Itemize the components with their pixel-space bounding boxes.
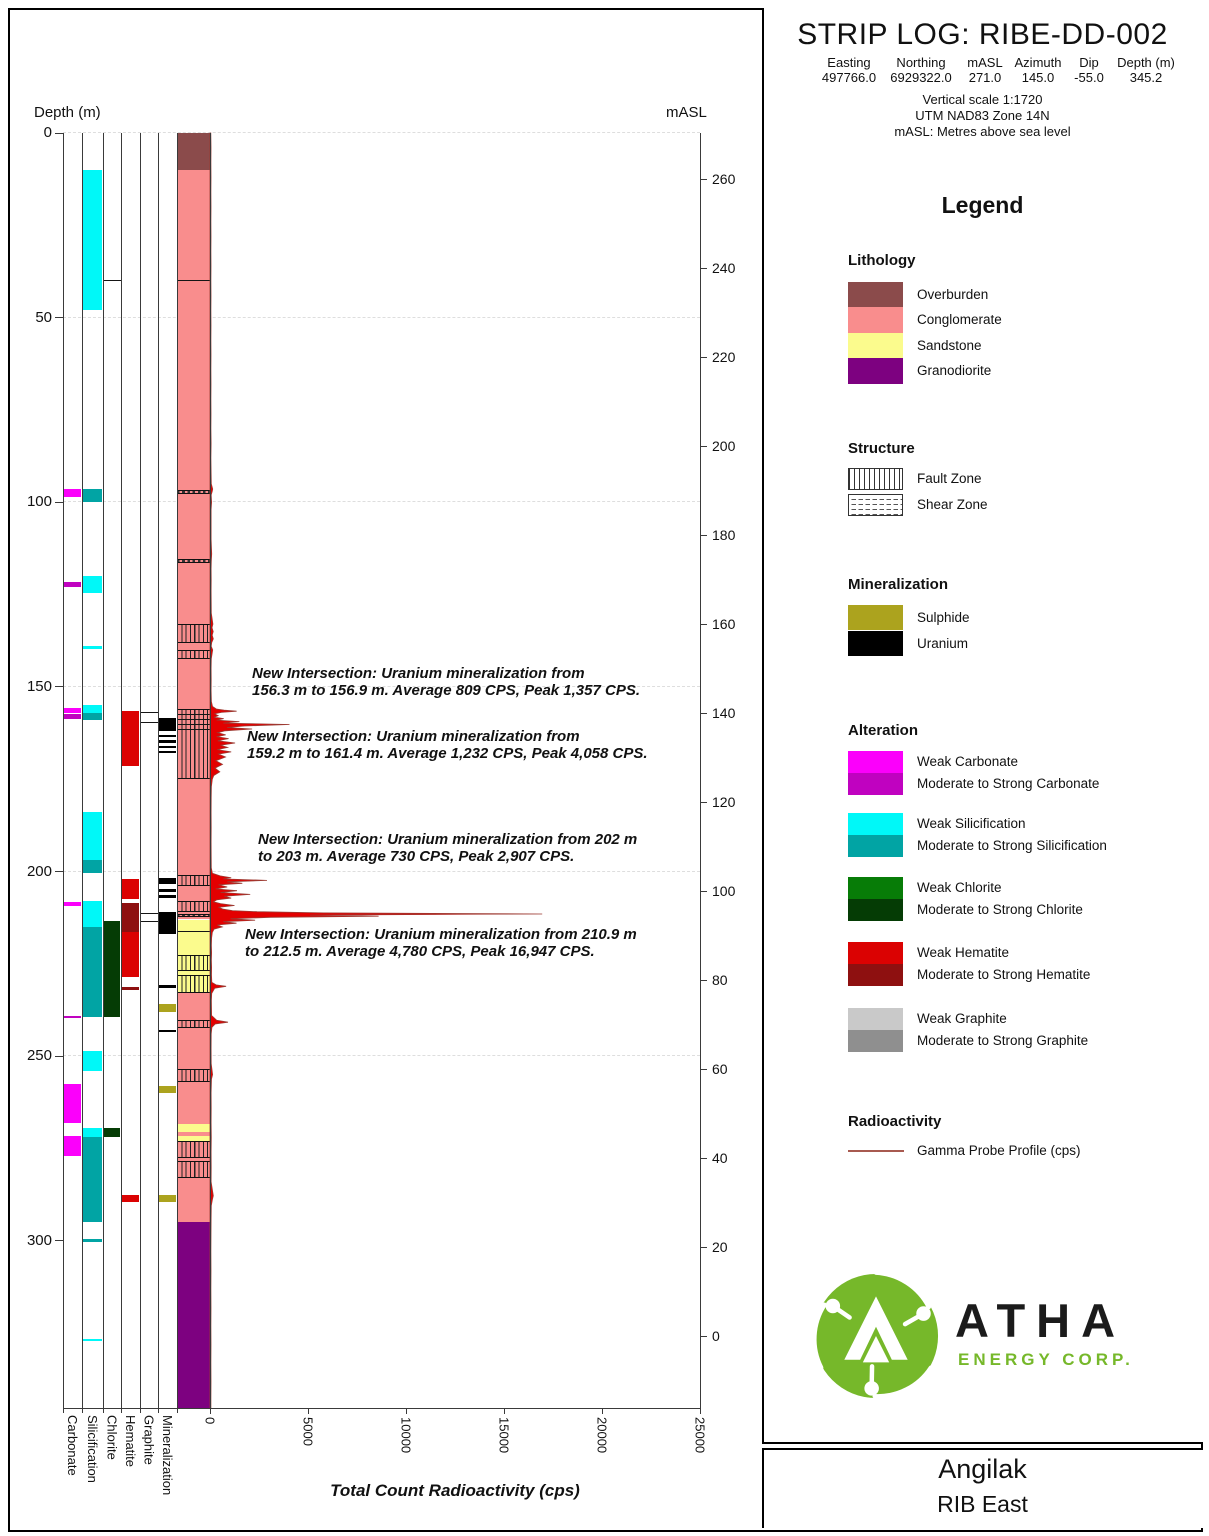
column-border — [210, 133, 211, 1408]
interval-mineralization-uranium — [159, 718, 176, 732]
gamma-tick — [504, 1408, 505, 1414]
track-label-hematite: Hematite — [123, 1414, 138, 1467]
masl-tick — [700, 1247, 707, 1248]
annotation-line: 156.3 m to 156.9 m. Average 809 CPS, Peak 1,357 CPS. — [252, 681, 641, 699]
legend-title: Legend — [941, 192, 1024, 218]
interval-silicification-strong — [83, 489, 102, 502]
legend-swatch-weak-silicification — [848, 813, 903, 835]
masl-tick — [700, 1158, 707, 1159]
intersection-annotation-1 — [252, 666, 640, 700]
gamma-tick — [406, 1408, 407, 1414]
legend-label-weak-chlorite: Weak Chlorite — [917, 880, 1002, 895]
column-border — [103, 133, 104, 1408]
column-border — [140, 133, 141, 1408]
legend-label-strong-chlorite: Moderate to Strong Chlorite — [917, 902, 1083, 917]
interval-chlorite-strong — [104, 921, 120, 1017]
masl-tick-label: 40 — [712, 1150, 728, 1166]
header-field-azimuth — [1015, 55, 1062, 85]
structure-fault-zone — [177, 1069, 210, 1082]
project-area: RIB East — [937, 1491, 1028, 1517]
project-name: Angilak — [938, 1454, 1027, 1484]
header-field-dip — [1074, 55, 1104, 85]
lithology-sandstone — [177, 1124, 210, 1131]
masl-tick-label: 20 — [712, 1239, 728, 1255]
interval-carbonate-weak — [64, 489, 81, 496]
column-border — [63, 133, 64, 1408]
interval-hematite-weak — [122, 711, 139, 766]
masl-axis-title: mASL — [666, 104, 707, 121]
field-label: Dip — [1079, 55, 1099, 70]
interval-hematite-strong — [122, 903, 139, 933]
annotation-line: 159.2 m to 161.4 m. Average 1,232 CPS, Peak 4,058 CPS. — [247, 744, 648, 762]
interval-mineralization-uranium — [159, 740, 176, 742]
column-stub — [210, 1408, 211, 1413]
intersection-annotation-3 — [258, 832, 637, 866]
column-border — [82, 133, 83, 1408]
depth-tick-label: 250 — [26, 1047, 52, 1065]
masl-tick-label: 240 — [712, 260, 736, 276]
interval-silicification-weak — [83, 1339, 102, 1342]
boundary-line — [177, 729, 210, 730]
track-label-chlorite: Chlorite — [104, 1414, 120, 1460]
masl-tick-label: 0 — [712, 1328, 720, 1344]
depth-tick-label: 200 — [26, 862, 52, 880]
masl-tick — [700, 624, 707, 625]
interval-silicification-weak — [83, 1051, 102, 1071]
boundary-line — [140, 712, 158, 713]
legend-label-fault: Fault Zone — [917, 471, 982, 486]
gamma-probe-profile — [210, 133, 700, 1408]
legend-label-strong-graphite: Moderate to Strong Graphite — [917, 1033, 1089, 1048]
boundary-line — [177, 931, 210, 932]
interval-silicification-weak — [83, 812, 102, 860]
interval-mineralization-uranium — [159, 746, 176, 748]
interval-mineralization-uranium — [159, 889, 176, 892]
boundary-line — [177, 280, 210, 281]
boundary-line — [103, 280, 121, 281]
depth-tick — [55, 317, 63, 318]
depth-tick — [55, 686, 63, 687]
masl-tick — [700, 891, 707, 892]
interval-carbonate-weak — [64, 902, 81, 906]
legend-label-strong-carbonate: Moderate to Strong Carbonate — [917, 776, 1100, 791]
gamma-tick-label: 25000 — [692, 1416, 708, 1453]
legend-swatch-granodiorite — [848, 358, 903, 383]
masl-tick — [700, 1336, 707, 1337]
interval-silicification-weak — [83, 901, 102, 927]
interval-chlorite-strong — [104, 1128, 120, 1137]
annotation-line: New Intersection: Uranium mineralization from 202 m — [258, 831, 638, 848]
header-field-easting — [822, 55, 876, 85]
legend-swatch-weak-carbonate — [848, 751, 903, 773]
legend-section-lithology: Lithology — [848, 252, 916, 269]
column-stub — [140, 1408, 141, 1413]
field-label: Easting — [827, 55, 871, 70]
depth-tick-label: 100 — [26, 493, 52, 511]
lithology-conglomerate — [177, 993, 210, 1124]
masl-tick-label: 260 — [712, 171, 736, 187]
scale-note-2: UTM NAD83 Zone 14N — [915, 108, 1050, 123]
gamma-tick — [602, 1408, 603, 1414]
column-border — [121, 133, 122, 1408]
legend-section-structure: Structure — [848, 440, 915, 457]
interval-carbonate-weak — [64, 1084, 81, 1123]
legend-swatch-strong-silicification — [848, 835, 903, 857]
interval-hematite-strong — [122, 987, 139, 990]
title-block-panel — [762, 8, 1203, 1444]
boundary-line — [177, 724, 210, 725]
boundary-line — [177, 719, 210, 720]
structure-fault-zone — [177, 624, 210, 642]
column-stub — [103, 1408, 104, 1413]
depth-tick — [55, 502, 63, 503]
header-field-depthm — [1117, 55, 1175, 85]
gamma-tick — [700, 1408, 701, 1414]
interval-mineralization-uranium — [159, 985, 176, 988]
interval-mineralization-uranium — [159, 912, 176, 934]
interval-mineralization-uranium — [159, 878, 176, 884]
masl-tick-label: 180 — [712, 527, 736, 543]
structure-fault-zone — [177, 901, 210, 912]
legend-label-shear: Shear Zone — [917, 497, 988, 512]
legend-swatch-sulphide — [848, 605, 903, 630]
legend-label-strong-silicification: Moderate to Strong Silicification — [917, 838, 1107, 853]
interval-hematite-weak — [122, 1195, 139, 1202]
column-stub — [63, 1408, 64, 1413]
legend-swatch-weak-graphite — [848, 1008, 903, 1030]
interval-silicification-weak — [83, 705, 102, 713]
legend-swatch-conglomerate — [848, 307, 903, 332]
logo-wordmark: ATHA — [955, 1294, 1127, 1347]
interval-carbonate-strong — [64, 714, 81, 719]
bottom-axis-line — [63, 1408, 700, 1409]
interval-mineralization-sulphide — [159, 1086, 176, 1093]
gamma-profile-path — [210, 133, 542, 1408]
legend-swatch-overburden — [848, 282, 903, 307]
masl-tick-label: 60 — [712, 1061, 728, 1077]
legend-swatch-strong-carbonate — [848, 773, 903, 795]
structure-fault-zone — [177, 975, 210, 993]
legend-label-granodiorite: Granodiorite — [917, 362, 992, 378]
legend-swatch-fault — [848, 468, 903, 490]
depth-tick — [55, 133, 63, 134]
masl-tick — [700, 1069, 707, 1070]
depth-tick — [55, 871, 63, 872]
atha-logo — [810, 1270, 942, 1402]
legend-label-uranium: Uranium — [917, 635, 969, 651]
interval-silicification-weak — [83, 646, 102, 649]
masl-tick — [700, 179, 707, 180]
legend-swatch-weak-hematite — [848, 942, 903, 964]
legend-label-strong-hematite: Moderate to Strong Hematite — [917, 967, 1091, 982]
column-border — [158, 133, 159, 1408]
legend-gamma-line — [848, 1150, 904, 1152]
masl-tick-label: 220 — [712, 349, 736, 365]
gamma-tick-label: 0 — [202, 1416, 218, 1424]
masl-tick — [700, 713, 707, 714]
legend-label-gamma: Gamma Probe Profile (cps) — [917, 1143, 1081, 1158]
lithology-overburden — [177, 133, 210, 170]
track-label-silicification: Silicification — [85, 1414, 100, 1483]
structure-shear-zone — [177, 559, 210, 563]
structure-shear-zone — [177, 914, 210, 917]
lithology-granodiorite — [177, 1222, 210, 1407]
annotation-line: New Intersection: Uranium mineralization from — [252, 665, 585, 682]
gamma-tick-label: 20000 — [594, 1416, 610, 1453]
legend-swatch-sandstone — [848, 333, 903, 358]
legend-label-weak-hematite: Weak Hematite — [917, 945, 1010, 960]
column-border — [177, 133, 178, 1408]
legend-section-mineralization: Mineralization — [848, 576, 949, 593]
annotation-line: to 203 m. Average 730 CPS, Peak 2,907 CPS. — [258, 847, 575, 865]
legend-swatch-shear — [848, 494, 903, 516]
interval-silicification-strong — [83, 1239, 102, 1242]
interval-carbonate-strong — [64, 1016, 81, 1019]
annotation-line: New Intersection: Uranium mineralization from 210.9 m — [245, 926, 637, 943]
header-field-masl — [967, 55, 1002, 85]
masl-tick-label: 160 — [712, 616, 736, 632]
field-value: 145.0 — [1021, 70, 1055, 85]
masl-tick-label: 80 — [712, 972, 728, 988]
boundary-line — [140, 913, 158, 914]
structure-fault-zone — [177, 875, 210, 886]
masl-tick — [700, 268, 707, 269]
gamma-axis-title: Total Count Radioactivity (cps) — [330, 1481, 580, 1500]
legend-label-sandstone: Sandstone — [917, 337, 982, 353]
track-label-carbonate: Carbonate — [65, 1414, 80, 1476]
masl-tick-label: 100 — [712, 883, 736, 899]
interval-mineralization-uranium — [159, 1030, 176, 1032]
interval-silicification-strong — [83, 1137, 102, 1222]
column-stub — [82, 1408, 83, 1413]
masl-axis-line — [700, 133, 701, 1408]
masl-tick — [700, 980, 707, 981]
field-value: -55.0 — [1074, 70, 1104, 85]
structure-fault-zone — [177, 1020, 210, 1027]
structure-fault-zone — [177, 650, 210, 659]
depth-tick-label: 150 — [26, 677, 52, 695]
structure-fault-zone — [177, 955, 210, 972]
field-value: 6929322.0 — [890, 70, 952, 85]
logo-subtitle: ENERGY CORP. — [958, 1350, 1134, 1369]
legend-swatch-uranium — [848, 631, 903, 656]
depth-tick-label: 50 — [35, 308, 52, 326]
interval-hematite-weak — [122, 932, 139, 976]
boundary-line — [140, 921, 158, 922]
masl-tick-label: 200 — [712, 438, 736, 454]
gamma-tick — [308, 1408, 309, 1414]
legend-swatch-strong-hematite — [848, 964, 903, 986]
column-stub — [177, 1408, 178, 1413]
header-field-northing — [890, 55, 951, 85]
boundary-line — [140, 722, 158, 723]
interval-mineralization-sulphide — [159, 1004, 176, 1011]
atha-logo-icon — [810, 1270, 942, 1402]
masl-tick — [700, 446, 707, 447]
structure-fault-zone — [177, 1161, 210, 1178]
legend-label-sulphide: Sulphide — [917, 609, 970, 625]
field-value: 345.2 — [1129, 70, 1163, 85]
scale-note-1: Vertical scale 1:1720 — [922, 92, 1043, 107]
gamma-tick-label: 15000 — [496, 1416, 512, 1453]
legend-section-radioactivity: Radioactivity — [848, 1113, 942, 1130]
annotation-line: to 212.5 m. Average 4,780 CPS, Peak 16,947 CPS. — [245, 942, 595, 960]
depth-tick — [55, 1056, 63, 1057]
interval-mineralization-sulphide — [159, 1195, 176, 1202]
legend-swatch-strong-chlorite — [848, 899, 903, 921]
masl-tick-label: 120 — [712, 794, 736, 810]
interval-silicification-strong — [83, 713, 102, 720]
legend-label-conglomerate: Conglomerate — [917, 312, 1002, 328]
structure-shear-zone — [177, 490, 210, 494]
interval-carbonate-weak — [64, 1136, 81, 1156]
legend-label-weak-carbonate: Weak Carbonate — [917, 754, 1019, 769]
masl-tick — [700, 802, 707, 803]
field-label: mASL — [967, 55, 1003, 70]
interval-silicification-weak — [83, 1128, 102, 1137]
interval-silicification-strong — [83, 860, 102, 873]
column-stub — [121, 1408, 122, 1413]
interval-mineralization-uranium — [159, 895, 176, 898]
interval-silicification-weak — [83, 170, 102, 310]
gamma-tick-label: 5000 — [300, 1416, 316, 1446]
field-label: Northing — [896, 55, 946, 70]
interval-mineralization-uranium — [159, 751, 176, 753]
annotation-line: New Intersection: Uranium mineralization from — [247, 728, 580, 745]
interval-silicification-weak — [83, 576, 102, 593]
intersection-annotation-2 — [247, 729, 648, 763]
interval-hematite-weak — [122, 879, 139, 899]
field-label: Azimuth — [1014, 55, 1062, 70]
track-label-graphite: Graphite — [141, 1414, 157, 1465]
legend-label-weak-graphite: Weak Graphite — [917, 1011, 1007, 1026]
gamma-tick-label: 10000 — [398, 1416, 414, 1453]
boundary-line — [177, 714, 210, 715]
interval-mineralization-uranium — [159, 735, 176, 737]
legend-swatch-strong-graphite — [848, 1030, 903, 1052]
scale-note-3: mASL: Metres above sea level — [894, 124, 1071, 139]
legend-label-weak-silicification: Weak Silicification — [917, 816, 1026, 831]
depth-tick-label: 0 — [43, 124, 52, 141]
interval-carbonate-weak — [64, 708, 81, 712]
interval-carbonate-strong — [64, 582, 81, 588]
field-label: Depth (m) — [1117, 55, 1175, 70]
masl-tick-label: 140 — [712, 705, 736, 721]
legend-label-overburden: Overburden — [917, 286, 989, 302]
depth-axis-title: Depth (m) — [34, 104, 101, 121]
lithology-conglomerate — [177, 170, 210, 920]
page-title: STRIP LOG: RIBE-DD-002 — [797, 18, 1168, 51]
interval-silicification-strong — [83, 927, 102, 1017]
field-value: 271.0 — [968, 70, 1002, 85]
depth-tick — [55, 1240, 63, 1241]
legend-section-alteration: Alteration — [848, 722, 919, 739]
masl-tick — [700, 357, 707, 358]
masl-tick — [700, 535, 707, 536]
field-value: 497766.0 — [821, 70, 877, 85]
column-stub — [158, 1408, 159, 1413]
legend-swatch-weak-chlorite — [848, 877, 903, 899]
depth-tick-label: 300 — [26, 1231, 52, 1249]
structure-fault-zone — [177, 1141, 210, 1158]
intersection-annotation-4 — [245, 927, 637, 961]
track-label-mineralization: Mineralization — [160, 1414, 175, 1495]
